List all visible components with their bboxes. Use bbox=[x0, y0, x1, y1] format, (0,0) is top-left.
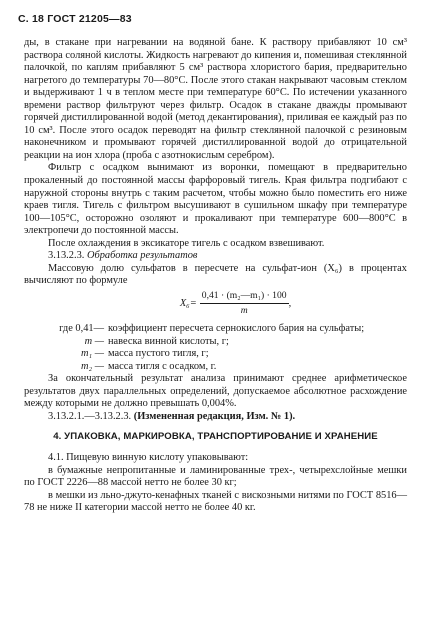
section-title: 4. УПАКОВКА, МАРКИРОВКА, ТРАНСПОРТИРОВАНИЕ И ХРАНЕНИЕ bbox=[53, 431, 378, 443]
amendment-ref: 3.13.2.1.—3.13.2.3. bbox=[48, 410, 132, 422]
subsection-title: Обработка результатов bbox=[86, 250, 198, 262]
amendment-text: (Измененная редакция, Изм. № 1). bbox=[133, 410, 296, 422]
paragraph: Фильтр с осадком вынимают из воронки, помещают в предварительно прокаленный до постоянной массы фарфоровый тигель. Края фильтра подгибают с наружной стороны внутрь с таким расчетом, чтобы можно было поместить его ниже краев тигля. Тигель с фильтром высушивают в сушильном шкафу при температуре 100—105°С, осторожно озоляют и прокаливают при температуре 600—800°С в электропечи до постоянной массы. bbox=[24, 162, 407, 237]
definition-desc: коэффициент пересчета сернокислого бария на сульфаты; bbox=[108, 323, 365, 335]
definition-item bbox=[24, 361, 407, 374]
definition-item bbox=[24, 348, 407, 361]
page-header: С. 18 ГОСТ 21205—83 bbox=[18, 13, 132, 25]
definition-term: m₂ — bbox=[81, 360, 104, 372]
formula-lhs: X₆= bbox=[179, 297, 197, 309]
definition-desc: масса тигля с осадком, г. bbox=[108, 360, 217, 372]
paragraph: Массовую долю сульфатов в пересчете на сульфат-ион (X₆) в процентах вычисляют по формуле bbox=[24, 262, 407, 287]
paragraph: После охлаждения в эксикаторе тигель с осадком взвешивают. bbox=[48, 237, 325, 249]
paragraph: в мешки из льно-джуто-кенафных тканей с вискозными нитями по ГОСТ 8516—78 не ниже II категории массой нетто не более 40 кг. bbox=[24, 489, 407, 514]
definition-list bbox=[24, 323, 407, 373]
definition-term: где 0,41— bbox=[59, 323, 104, 335]
definition-term: m₁ — bbox=[81, 348, 104, 360]
definition-term: m — bbox=[84, 335, 104, 347]
definition-desc: масса пустого тигля, г; bbox=[108, 348, 209, 360]
paragraph: ды, в стакане при нагревании на водяной бане. К раствору прибавляют 10 см³ раствора соляной кислоты. Жидкость нагревают до кипения и, помешивая стеклянной палочкой, по каплям прибавляют 5 см³ раствора хлористого бария, предварительно нагретого до температуры 70—80°С. После этого стакан накрывают часовым стеклом и выдерживают 1 ч в теплом месте при температуре 60°С. По истечении указанного времени раствор фильтруют через фильтр. Осадок в стакане дважды промывают горячей дистиллированной водой (метод декантирования), приливая ее каждый раз по 10 см³. После этого осадок переводят на фильтр стеклянной палочкой с резиновым наконечником и промывают горячей дистиллированной водой до отрицательной реакции на ион хлора (проба с азотнокислым серебром). bbox=[24, 37, 407, 161]
amendment-note bbox=[24, 411, 407, 424]
definition-item bbox=[24, 336, 407, 349]
subsection-number: 3.13.2.3. bbox=[48, 250, 85, 262]
paragraph: 4.1. Пищевую винную кислоту упаковывают: bbox=[48, 451, 249, 463]
formula-tail: , bbox=[288, 297, 292, 309]
subsection-heading bbox=[24, 250, 407, 263]
definition-item bbox=[24, 323, 407, 336]
definition-desc: навеска винной кислоты, г; bbox=[108, 335, 229, 347]
formula-denominator: m bbox=[240, 305, 248, 317]
paragraph: За окончательный результат анализа принимают среднее арифметическое результатов двух параллельных определений, допускаемое абсолютное расхождение между которыми не должно превышать 0,004%. bbox=[24, 373, 407, 410]
formula-fraction bbox=[200, 290, 289, 318]
formula-numerator: 0,41 · (m₂—m₁) · 100 bbox=[200, 290, 289, 305]
paragraph: в бумажные непропитанные и ламинированные трех-, четырехслойные мешки по ГОСТ 2226—88 массой нетто не более 30 кг; bbox=[24, 464, 407, 489]
formula bbox=[64, 290, 407, 318]
document-body bbox=[24, 37, 407, 515]
